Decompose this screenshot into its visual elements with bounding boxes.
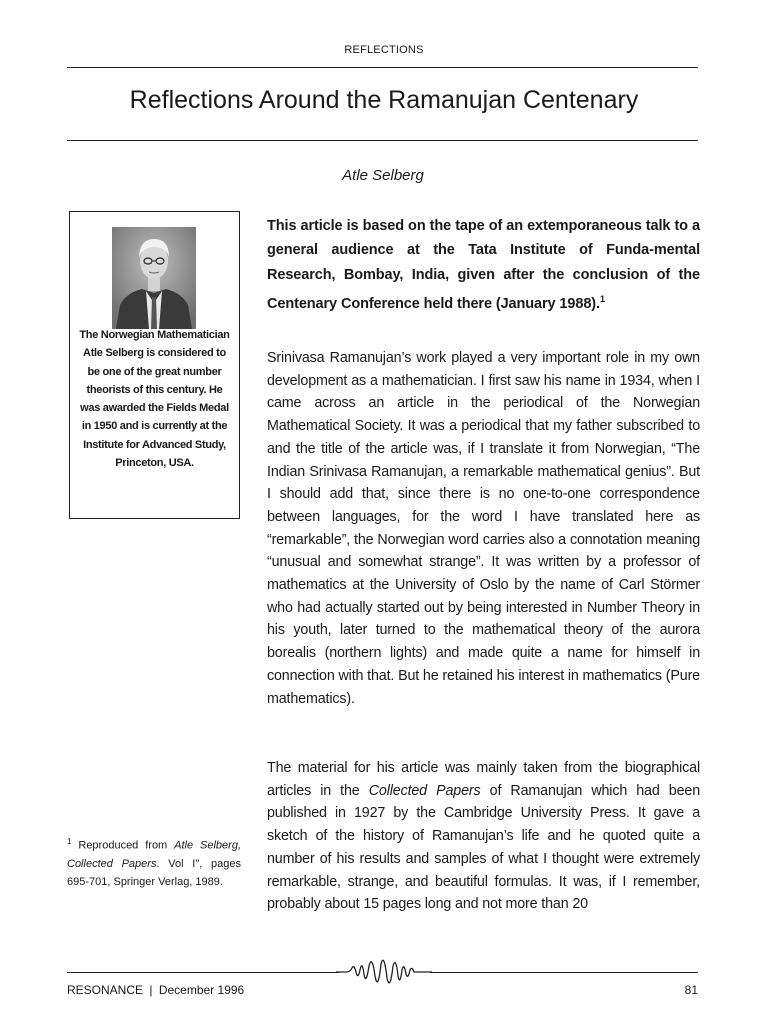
footer-rule-right	[430, 972, 698, 973]
abstract-text: This article is based on the tape of an extemporaneous talk to a general audience at the Tata Institute of Funda-mental Research, Bombay, India, given after the conclusion of the Centenary Conference held there (January 1988).	[267, 218, 700, 312]
issue-date: December 1996	[158, 983, 245, 997]
sidebar-caption: The Norwegian Mathematician Atle Selberg is considered to be one of the great number theorists of this century. He was awarded the Fields Medal in 1950 and is currently at the Institute for Advanced Study, Princeton, USA.	[79, 329, 230, 470]
author-sidebar-box	[69, 211, 240, 519]
footnote-text-suffix: . Vol I", pages 695-701, Springer Verlag, 1989.	[67, 857, 241, 889]
paragraph-text: The material for his article was mainly taken from the biographical articles in the	[267, 760, 700, 799]
author-photo	[112, 227, 196, 329]
footer-separator: |	[149, 983, 153, 997]
footer-journal-info	[67, 983, 244, 997]
article-abstract	[267, 214, 700, 316]
footnote	[67, 833, 241, 892]
body-paragraph-1	[267, 347, 700, 710]
footnote-mark: 1	[67, 837, 72, 846]
footer-rule-left	[67, 972, 339, 973]
abstract-footnote-mark[interactable]: 1	[599, 293, 605, 304]
footnote-source-title: Atle Selberg, Collected Papers	[67, 839, 242, 870]
page-number: 81	[684, 983, 698, 997]
author-name: Atle Selberg	[342, 167, 424, 184]
title-rule	[67, 140, 698, 141]
header-rule	[67, 67, 698, 68]
journal-name: RESONANCE	[67, 983, 144, 997]
waveform-ornament	[336, 955, 432, 993]
body-paragraph-2	[267, 757, 700, 916]
paragraph-text: Srinivasa Ramanujan’s work played a very important role in my own development as a mathematician. I first saw his name in 1934, when I came across an article in the periodical of the Norwegian Mathematical Society. It was a periodical that my father subscribed to and the title of the article was, if I translate it from Norwegian, “The Indian Srinivasa Ramanujan, a remarkable mathematical genius”. But I should add that, since there is no one-to-one correspondence between languages, for the word I have translated here as “remarkable”, the Norwegian word carries also a connotation meaning “unusual and somewhat strange”. It was written by a professor of mathematics at the University of Oslo by the name of Carl Störmer who had actually started out by being interested in Number Theory in his youth, later turned to the mathematical theory of the aurora borealis (northern lights) and made quite a name for himself in connection with that. But he retained his interest in mathematics (Pure mathematics).	[267, 350, 700, 707]
article-title: Reflections Around the Ramanujan Centenary	[129, 86, 639, 114]
footnote-text-prefix: Reproduced from	[71, 839, 175, 852]
book-title: Collected Papers	[368, 782, 481, 799]
paragraph-text: of Ramanujan which had been published in 1927 by the Cambridge University Press. It gave a sketch of the history of Ramanujan’s life and he quoted quite a number of his results and samples of what I thought were extremely remarkable, strange, and beautiful formulas. It was, if I remember, probably about 15 pages long and not more than 20	[267, 782, 700, 913]
section-label: REFLECTIONS	[344, 44, 424, 56]
